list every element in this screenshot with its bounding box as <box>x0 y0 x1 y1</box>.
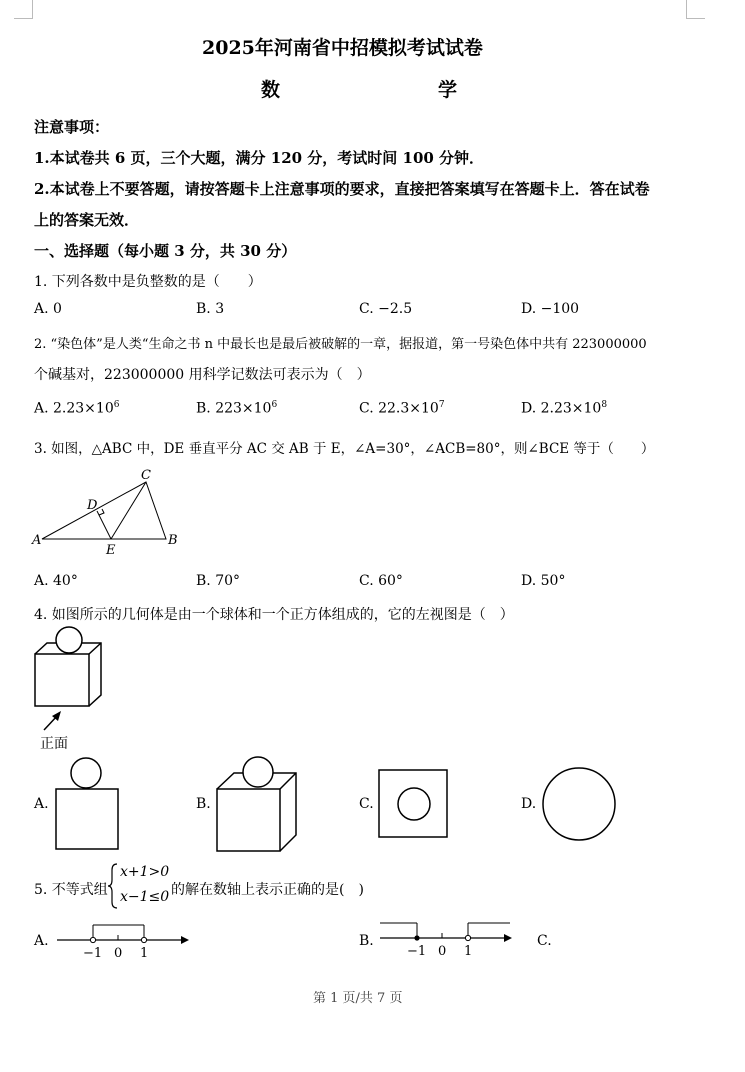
q4-option-a-label: A. <box>34 796 49 812</box>
q2-option-b: B. $223\times 10^6$ <box>196 400 278 417</box>
page-footer: 第 1 页/共 7 页 <box>313 991 403 1006</box>
q5-option-b-label: B. <box>359 933 374 949</box>
q5-stem-prefix: 5. 不等式组 <box>34 882 108 898</box>
crop-mark-top-left <box>14 0 33 19</box>
q3-option-d: D. 50° <box>521 573 566 589</box>
section-1-heading: 一、选择题（每小题 3 分，共 30 分） <box>34 242 297 260</box>
q4-option-d-figure <box>540 766 620 844</box>
q5-option-a-number-line <box>55 920 195 962</box>
q4-option-b-figure <box>212 756 302 854</box>
q3-label-d: D <box>87 498 98 513</box>
q5-b-tick-1: 1 <box>464 944 473 959</box>
crop-mark-top-right <box>686 0 705 19</box>
q3-stem: 3. 如图，△ABC 中，DE 垂直平分 AC 交 AB 于 E，∠A=30°，∠ACB=80°，则∠BCE 等于（ ） <box>34 441 655 457</box>
q5-system-line-2: x−1≤0 <box>120 889 170 905</box>
q3-option-c: C. 60° <box>359 573 403 589</box>
notes-item-2-line-2: 上的答案无效． <box>34 211 140 229</box>
notes-heading: 注意事项： <box>34 118 110 136</box>
q4-option-c-label: C. <box>359 796 374 812</box>
q3-option-b: B. 70° <box>196 573 241 589</box>
q4-front-label: 正面 <box>40 736 68 752</box>
q5-system-line-1: x+1>0 <box>120 864 170 880</box>
q2-option-c: C. $22.3\times 10^7$ <box>359 400 445 417</box>
q4-option-d-label: D. <box>521 796 537 812</box>
q5-option-b-number-line <box>378 918 518 960</box>
q5-option-c-label: C. <box>537 933 552 949</box>
q3-triangle-figure <box>30 466 190 558</box>
q5-a-tick-0: 0 <box>114 946 123 961</box>
q4-option-a-figure <box>50 756 125 852</box>
q3-label-e: E <box>106 543 116 558</box>
subject-left: 数 <box>261 79 281 101</box>
q4-option-c-figure <box>376 768 452 840</box>
q5-b-tick-0: 0 <box>438 944 447 959</box>
q5-b-tick-neg1: −1 <box>407 944 427 959</box>
q4-stem: 4. 如图所示的几何体是由一个球体和一个正方体组成的，它的左视图是（ ） <box>34 607 514 623</box>
subject-right: 学 <box>438 79 458 101</box>
q4-option-b-label: B. <box>196 796 211 812</box>
q1-option-a: A. 0 <box>34 301 62 317</box>
q1-option-c: C. −2.5 <box>359 301 413 317</box>
q3-option-a: A. 40° <box>34 573 78 589</box>
q2-option-d: D. $2.23\times 10^8$ <box>521 400 608 417</box>
q5-option-a-label: A. <box>34 933 49 949</box>
q1-stem: 1. 下列各数中是负整数的是（ ） <box>34 274 262 290</box>
q5-brace-icon <box>107 862 119 910</box>
q5-a-tick-neg1: −1 <box>83 946 103 961</box>
q1-option-d: D. −100 <box>521 301 580 317</box>
q5-a-tick-1: 1 <box>140 946 149 961</box>
q2-option-a: A. $2.23\times 10^6$ <box>34 400 120 417</box>
notes-item-1: 1.本试卷共 6 页，三个大题，满分 120 分，考试时间 100 分钟． <box>34 149 485 167</box>
notes-item-2-line-1: 2.本试卷上不要答题，请按答题卡上注意事项的要求，直接把答案填写在答题卡上．答在试卷 <box>34 180 650 198</box>
q4-solid-figure <box>30 624 110 734</box>
q3-label-a: A <box>32 533 42 548</box>
q2-stem-line-2: 个碱基对，223000000 用科学记数法可表示为（ ） <box>34 367 371 383</box>
q2-stem-line-1: 2. “染色体”是人类“生命之书 n 中最长也是最后被破解的一章，据报道，第一号染色体中共有 223000000 <box>34 337 647 352</box>
q5-stem-suffix: 的解在数轴上表示正确的是( ) <box>171 882 364 898</box>
q3-label-c: C <box>141 468 151 483</box>
exam-title: 2025年河南省中招模拟考试试卷 <box>202 37 483 59</box>
q3-label-b: B <box>168 533 178 548</box>
q1-option-b: B. 3 <box>196 301 225 317</box>
